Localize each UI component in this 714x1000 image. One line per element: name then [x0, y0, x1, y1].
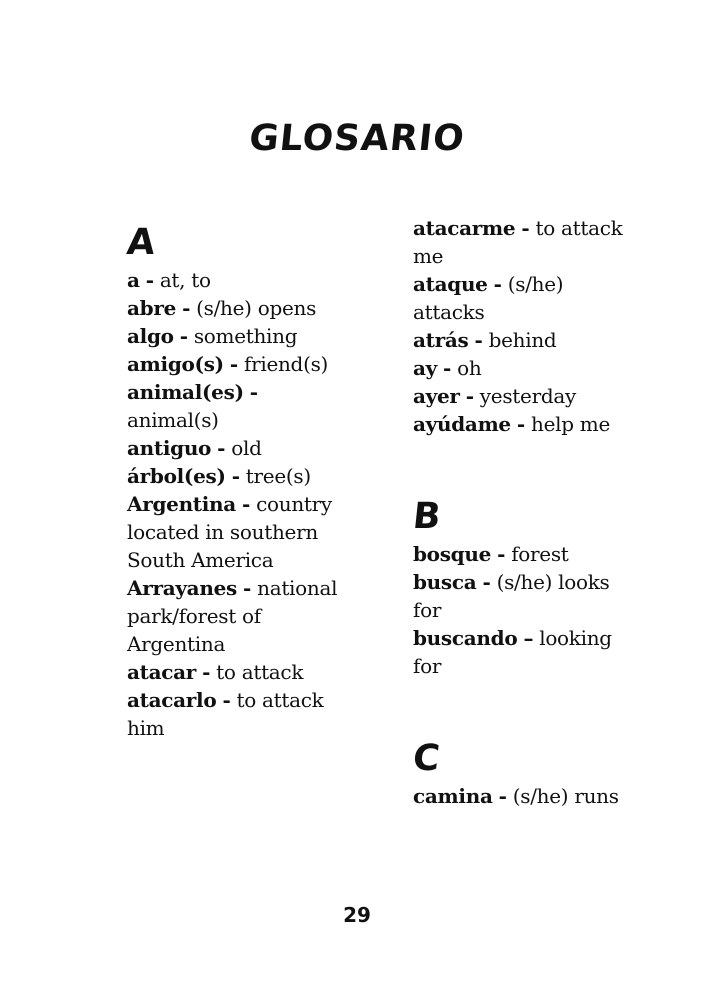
entry-separator: – — [523, 626, 534, 650]
glossary-entry — [127, 434, 349, 462]
glossary-entry — [127, 462, 349, 490]
entry-separator: - — [242, 492, 251, 516]
entry-separator: - — [465, 384, 474, 408]
entry-separator: - — [493, 272, 502, 296]
entry-definition: animal(s) — [127, 408, 219, 432]
entry-separator: - — [217, 436, 226, 460]
entries-a-continued — [413, 214, 635, 438]
glossary-entry — [127, 658, 349, 686]
entry-separator: - — [498, 784, 507, 808]
entry-term: ataque — [413, 272, 488, 296]
entry-definition: behind — [488, 328, 557, 352]
glossary-entry — [413, 540, 635, 568]
entry-term: atacar — [127, 660, 197, 684]
glossary-entry — [413, 270, 635, 326]
entry-term: atacarlo — [127, 688, 217, 712]
entry-term: atrás — [413, 328, 469, 352]
entry-definition: (s/he) opens — [196, 296, 317, 320]
entry-definition: country located in southern South America — [127, 492, 332, 572]
entry-definition: (s/he) runs — [512, 784, 619, 808]
entry-definition: national park/forest of Argentina — [127, 576, 338, 656]
entry-separator: - — [443, 356, 452, 380]
entry-term: árbol(es) — [127, 464, 226, 488]
glossary-entry — [413, 326, 635, 354]
entry-definition: (s/he) looks for — [413, 570, 610, 622]
entry-separator: - — [231, 464, 240, 488]
glossary-entry — [413, 624, 635, 680]
glossary-entry — [413, 214, 635, 270]
entries-a — [127, 266, 349, 742]
page-title: GLOSARIO — [247, 118, 467, 159]
glossary-entry — [127, 378, 349, 434]
entry-term: animal(es) — [127, 380, 244, 404]
glossary-entry — [413, 568, 635, 624]
glossary-entry — [127, 266, 349, 294]
glossary-column-left — [124, 220, 349, 742]
entry-term: ayúdame — [413, 412, 511, 436]
entry-separator: - — [516, 412, 525, 436]
entry-term: amigo(s) — [127, 352, 224, 376]
entry-term: a — [127, 268, 140, 292]
entry-separator: - — [474, 328, 483, 352]
entry-separator: - — [222, 688, 231, 712]
glossary-entry — [127, 294, 349, 322]
glossary-entry — [127, 686, 349, 742]
entry-term: Arrayanes — [127, 576, 237, 600]
entry-definition: oh — [457, 356, 482, 380]
entry-separator: - — [243, 576, 252, 600]
glossary-entry — [413, 782, 635, 810]
entry-separator: - — [497, 542, 506, 566]
glossary-column-right — [410, 214, 635, 810]
entry-separator: - — [249, 380, 258, 404]
glossary-entry — [413, 354, 635, 382]
entry-term: algo — [127, 324, 174, 348]
entries-b — [413, 540, 635, 680]
entry-separator: - — [482, 570, 491, 594]
entry-term: camina — [413, 784, 493, 808]
section-letter-b: B — [410, 496, 443, 537]
glossary-entry — [127, 574, 349, 658]
entry-definition: friend(s) — [243, 352, 329, 376]
glossary-entry — [127, 490, 349, 574]
entry-term: ay — [413, 356, 437, 380]
section-letter-a: A — [124, 222, 157, 263]
entry-definition: looking for — [413, 626, 612, 678]
entry-term: abre — [127, 296, 177, 320]
glossary-entry — [127, 350, 349, 378]
entries-c — [413, 782, 635, 810]
entry-separator: - — [179, 324, 188, 348]
entry-term: buscando — [413, 626, 518, 650]
entry-definition: old — [231, 436, 262, 460]
entry-definition: something — [193, 324, 298, 348]
entry-definition: yesterday — [479, 384, 576, 408]
glossary-entry — [127, 322, 349, 350]
entry-separator: - — [229, 352, 238, 376]
entry-definition: at, to — [159, 268, 211, 292]
entry-definition: to attack — [216, 660, 304, 684]
section-letter-c: C — [410, 738, 442, 779]
entry-term: ayer — [413, 384, 460, 408]
entry-separator: - — [202, 660, 211, 684]
entry-definition: help me — [531, 412, 610, 436]
entry-definition: to attack him — [127, 688, 324, 740]
entry-separator: - — [182, 296, 191, 320]
glossary-entry — [413, 382, 635, 410]
entry-definition: (s/he) attacks — [413, 272, 564, 324]
entry-term: antiguo — [127, 436, 212, 460]
entry-term: busca — [413, 570, 477, 594]
entry-separator: - — [521, 216, 530, 240]
entry-definition: to attack me — [413, 216, 623, 268]
entry-separator: - — [145, 268, 154, 292]
glossary-entry — [413, 410, 635, 438]
entry-definition: forest — [511, 542, 569, 566]
entry-definition: tree(s) — [245, 464, 311, 488]
entry-term: Argentina — [127, 492, 236, 516]
entry-term: atacarme — [413, 216, 516, 240]
entry-term: bosque — [413, 542, 492, 566]
page-number: 29 — [343, 903, 371, 927]
